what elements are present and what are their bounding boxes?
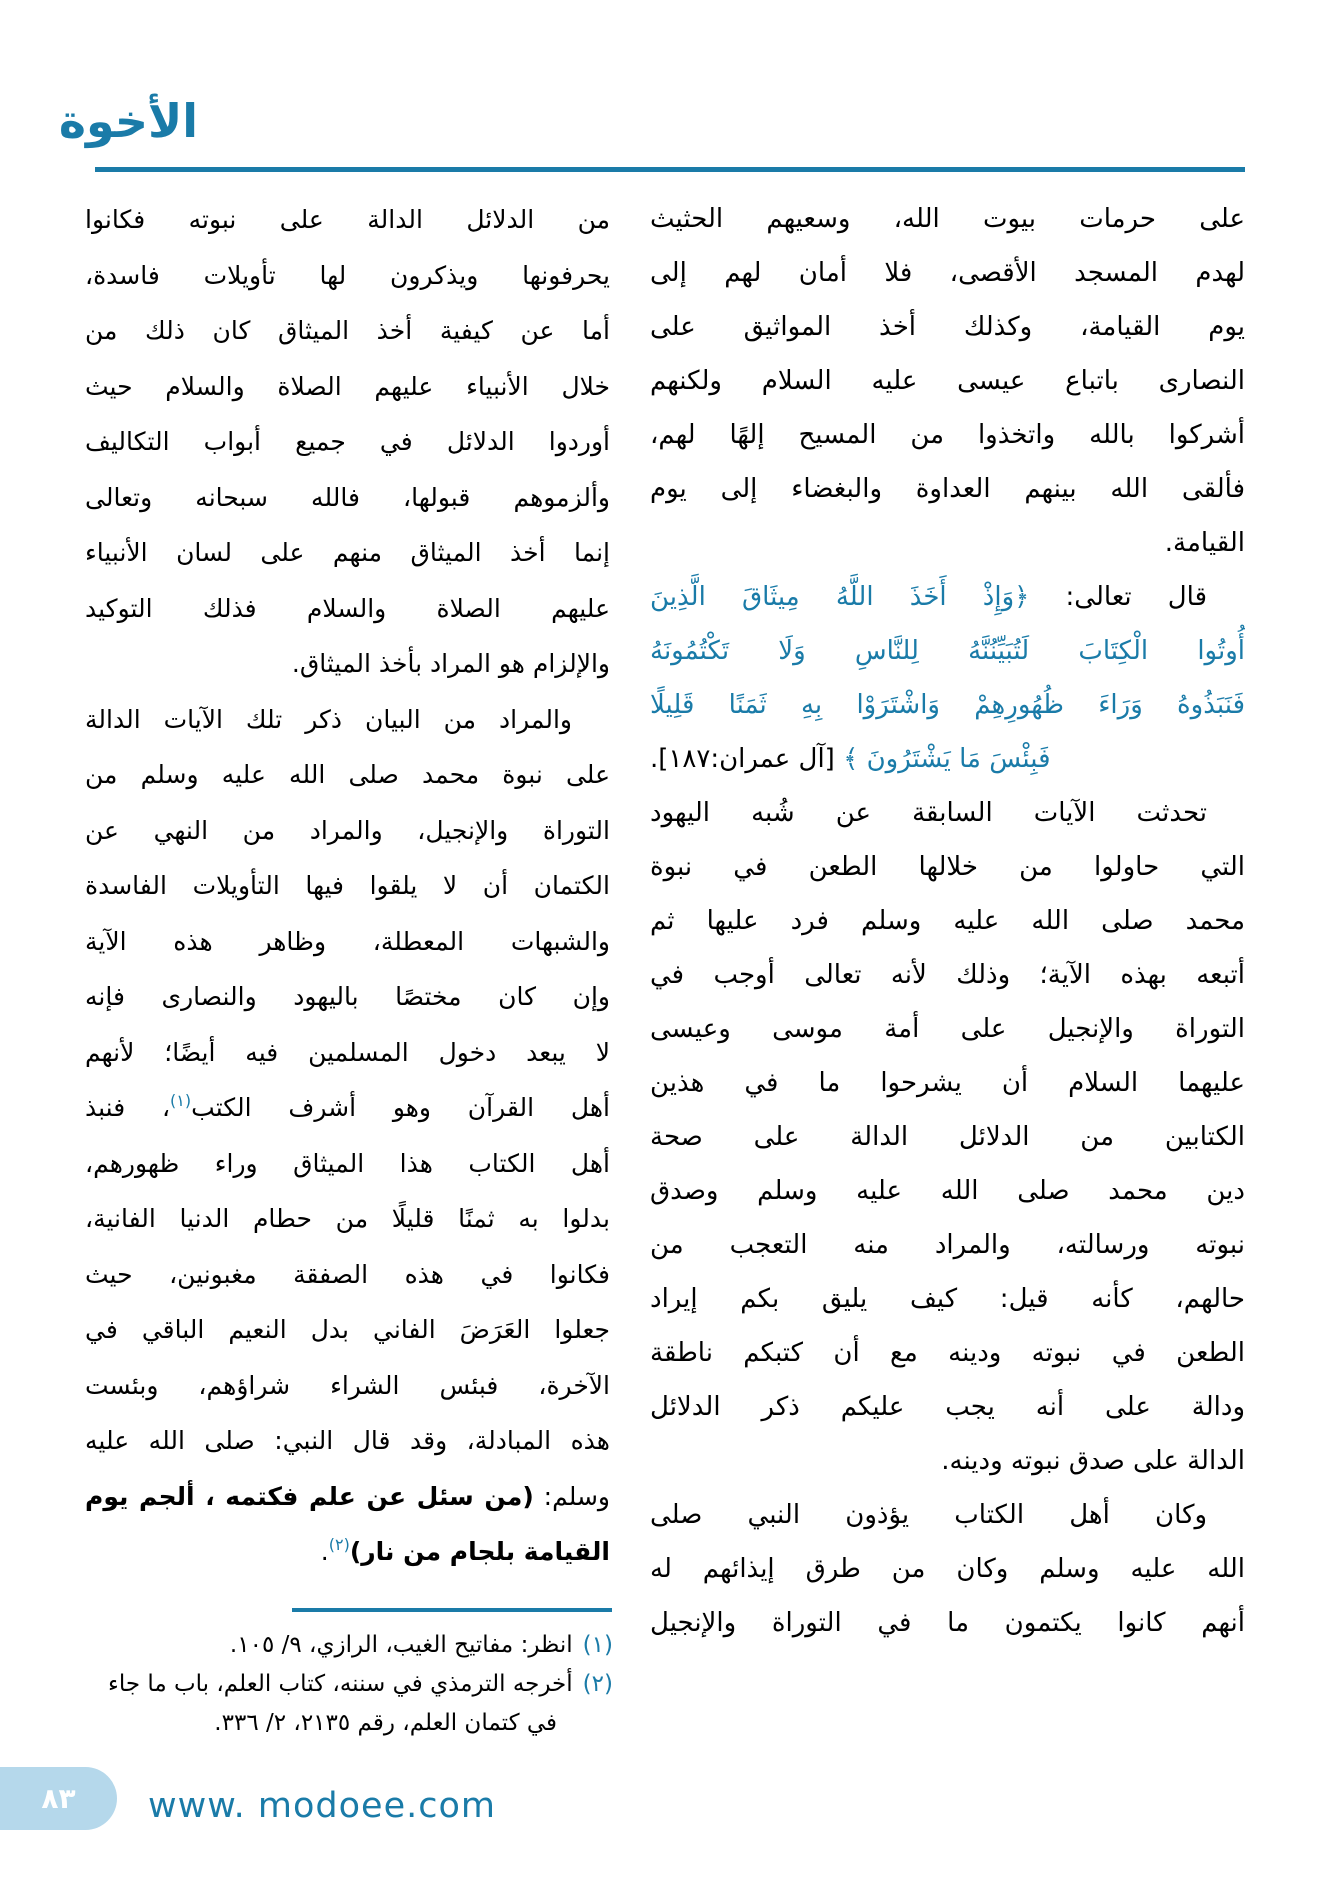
text-line (650, 1380, 1245, 1434)
text-line (650, 786, 1245, 840)
text-segment: وكان أهل الكتاب يؤذون النبي صلى (650, 1500, 1207, 1530)
text-line (650, 462, 1245, 516)
text-segment: الكتابين من الدلائل الدالة على صحة (650, 1122, 1245, 1152)
column-right (650, 192, 1245, 1650)
text-segment: هذه المبادلة، وقد قال النبي: صلى الله عليه (85, 1426, 610, 1455)
page-number: ٨٣ (41, 1782, 76, 1815)
text-segment: النصارى باتباع عيسى عليه السلام ولكنهم (650, 366, 1245, 396)
text-segment: . (320, 1537, 329, 1566)
text-segment: لهدم المسجد الأقصى، فلا أمان لهم إلى (650, 258, 1245, 288)
text-line (650, 1434, 1245, 1488)
text-line (85, 1080, 610, 1136)
text-segment: لا يبعد دخول المسلمين فيه أيضًا؛ لأنهم (85, 1037, 610, 1067)
website-link[interactable]: www. modoee.com (148, 1786, 496, 1826)
text-line (85, 747, 610, 803)
text-line (650, 840, 1245, 894)
text-line (650, 732, 1245, 786)
text-segment: والإلزام هو المراد بأخذ الميثاق. (291, 649, 610, 678)
text-line (85, 192, 610, 248)
text-line (650, 1326, 1245, 1380)
text-segment: محمد صلى الله عليه وسلم فرد عليها ثم (650, 906, 1245, 936)
text-line (650, 894, 1245, 948)
text-line (650, 1164, 1245, 1218)
text-segment: التي حاولوا من خلالها الطعن في نبوة (650, 852, 1245, 882)
text-segment: أشركوا بالله واتخذوا من المسيح إلهًا لهم، (650, 420, 1245, 450)
text-segment: عليهما السلام أن يشرحوا ما في هذين (650, 1068, 1245, 1098)
text-segment: دين محمد صلى الله عليه وسلم وصدق (650, 1176, 1245, 1206)
text-line (650, 1002, 1245, 1056)
text-segment: عليهم الصلاة والسلام فذلك التوكيد (85, 593, 610, 623)
text-segment: على نبوة محمد صلى الله عليه وسلم من (85, 760, 610, 789)
text-line (85, 1136, 610, 1192)
text-line (85, 1025, 610, 1081)
text-segment: إنما أخذ الميثاق منهم على لسان الأنبياء (85, 538, 610, 567)
text-line (650, 300, 1245, 354)
text-line (650, 1488, 1245, 1542)
text-segment: ، فنبذ (85, 1093, 171, 1122)
text-segment: الكتمان أن لا يلقوا فيها التأويلات الفاسدة (85, 871, 610, 900)
text-line (85, 1413, 610, 1469)
text-line (85, 359, 610, 415)
text-segment: وألزموهم قبولها، فالله سبحانه وتعالى (85, 482, 610, 512)
footnote-text: انظر: مفاتيح الغيب، الرازي، ٩/ ١٠٥. (229, 1632, 573, 1658)
text-segment: القيامة. (1164, 528, 1245, 558)
text-segment: الطعن في نبوته ودينه مع أن كتبكم ناطقة (650, 1338, 1245, 1368)
text-segment: فَنَبَذُوهُ وَرَاءَ ظُهُورِهِمْ وَاشْتَرَوْا بِهِ ثَمَنًا قَلِيلًا (650, 690, 1245, 720)
text-segment: أوردوا الدلائل في جميع أبواب التكاليف (85, 427, 610, 456)
text-segment: نبوته ورسالته، والمراد منه التعجب من (650, 1230, 1245, 1260)
text-segment: [آل عمران:١٨٧]. (650, 744, 844, 774)
text-segment: الدالة على صدق نبوته ودينه. (941, 1446, 1245, 1476)
text-line (85, 1469, 610, 1525)
footnote-number: (٢) (582, 1671, 613, 1697)
footnote-marker: (٢) (328, 1535, 350, 1554)
text-segment: التوراة والإنجيل على أمة موسى وعيسى (650, 1014, 1245, 1044)
text-line (650, 1542, 1245, 1596)
footnote-marker: (١) (170, 1091, 192, 1110)
text-line (650, 570, 1245, 624)
text-segment: (من سئل عن علم فكتمه ، ألجم يوم (85, 1481, 534, 1511)
text-line (650, 516, 1245, 570)
text-line (85, 1358, 610, 1414)
text-segment: والمراد من البيان ذكر تلك الآيات الدالة (85, 704, 572, 734)
text-segment: يحرفونها ويذكرون لها تأويلات فاسدة، (85, 260, 610, 290)
text-segment: وإن كان مختصًا باليهود والنصارى فإنه (85, 982, 610, 1011)
text-line (650, 246, 1245, 300)
text-segment: أُوتُوا الْكِتَابَ لَتُبَيِّنُنَّهُ لِلنَّاسِ وَلَا تَكْتُمُونَهُ (650, 636, 1245, 666)
text-line (650, 1272, 1245, 1326)
text-segment: فَبِئْسَ مَا يَشْتَرُونَ ﴾ (843, 744, 1051, 774)
text-line (650, 678, 1245, 732)
text-segment: تحدثت الآيات السابقة عن شُبه اليهود (650, 798, 1207, 828)
text-segment: فألقى الله بينهم العداوة والبغضاء إلى يوم (650, 474, 1245, 504)
text-segment: بدلوا به ثمنًا قليلًا من حطام الدنيا الفانية، (85, 1204, 610, 1233)
text-segment: أهل الكتاب هذا الميثاق وراء ظهورهم، (85, 1148, 610, 1178)
text-segment: من الدلائل الدالة على نبوته فكانوا (85, 205, 610, 234)
text-line (85, 1191, 610, 1247)
text-line (650, 408, 1245, 462)
text-segment: ﴿وَإِذْ أَخَذَ اللَّهُ مِيثَاقَ الَّذِينَ (650, 582, 1030, 612)
text-line (85, 1524, 610, 1580)
text-line (650, 1596, 1245, 1650)
column-left (85, 192, 610, 1580)
text-segment: أنهم كانوا يكتمون ما في التوراة والإنجيل (650, 1608, 1245, 1638)
text-line (650, 192, 1245, 246)
text-segment: ودالة على أنه يجب عليكم ذكر الدلائل (650, 1392, 1245, 1422)
text-segment: الآخرة، فبئس الشراء شراؤهم، وبئست (85, 1370, 610, 1400)
text-segment: وسلم: (533, 1481, 610, 1511)
text-segment: التوراة والإنجيل، والمراد من النهي عن (85, 815, 610, 845)
text-line (85, 414, 610, 470)
text-line (85, 636, 610, 692)
text-line (85, 1302, 610, 1358)
text-line (85, 858, 610, 914)
text-segment: حالهم، كأنه قيل: كيف يليق بكم إيراد (650, 1284, 1245, 1314)
footnote-text: أخرجه الترمذي في سننه، كتاب العلم، باب ما جاء في كتمان العلم، رقم ٢١٣٥، ٢/ ٣٣٦. (108, 1671, 573, 1736)
text-line (85, 1247, 610, 1303)
text-segment: أهل القرآن وهو أشرف الكتب (191, 1093, 610, 1122)
text-segment: الله عليه وسلم وكان من طرق إيذائهم له (650, 1554, 1245, 1584)
footnote-separator (292, 1608, 612, 1612)
text-line (85, 581, 610, 637)
text-line (85, 914, 610, 970)
footnote-item (85, 1626, 613, 1665)
text-line (85, 303, 610, 359)
text-line (650, 354, 1245, 408)
text-line (85, 692, 610, 748)
text-segment: أما عن كيفية أخذ الميثاق كان ذلك من (85, 316, 610, 345)
text-line (85, 248, 610, 304)
text-line (85, 803, 610, 859)
text-segment: خلال الأنبياء عليهم الصلاة والسلام حيث (85, 371, 610, 401)
footnote-number: (١) (582, 1632, 613, 1658)
text-segment: يوم القيامة، وكذلك أخذ المواثيق على (650, 312, 1245, 342)
footnote-item (85, 1665, 613, 1743)
text-segment: على حرمات بيوت الله، وسعيهم الحثيث (650, 204, 1245, 234)
footnotes (85, 1626, 613, 1743)
text-line (85, 470, 610, 526)
text-line (85, 969, 610, 1025)
text-line (650, 1218, 1245, 1272)
text-segment: جعلوا العَرَضَ الفاني بدل النعيم الباقي في (85, 1315, 610, 1344)
text-line (650, 1110, 1245, 1164)
text-segment: أتبعه بهذه الآية؛ وذلك لأنه تعالى أوجب في (650, 960, 1245, 990)
text-segment: والشبهات المعطلة، وظاهر هذه الآية (85, 926, 610, 956)
text-segment: فكانوا في هذه الصفقة مغبونين، حيث (85, 1259, 610, 1289)
text-line (650, 948, 1245, 1002)
header-rule (95, 167, 1245, 172)
page-number-pill (0, 1767, 117, 1830)
chapter-logo: الأخوة (58, 94, 198, 148)
text-line (650, 1056, 1245, 1110)
text-line (85, 525, 610, 581)
text-segment: القيامة بلجام من نار) (349, 1537, 610, 1566)
text-line (650, 624, 1245, 678)
text-segment: قال تعالى: (1029, 582, 1207, 612)
